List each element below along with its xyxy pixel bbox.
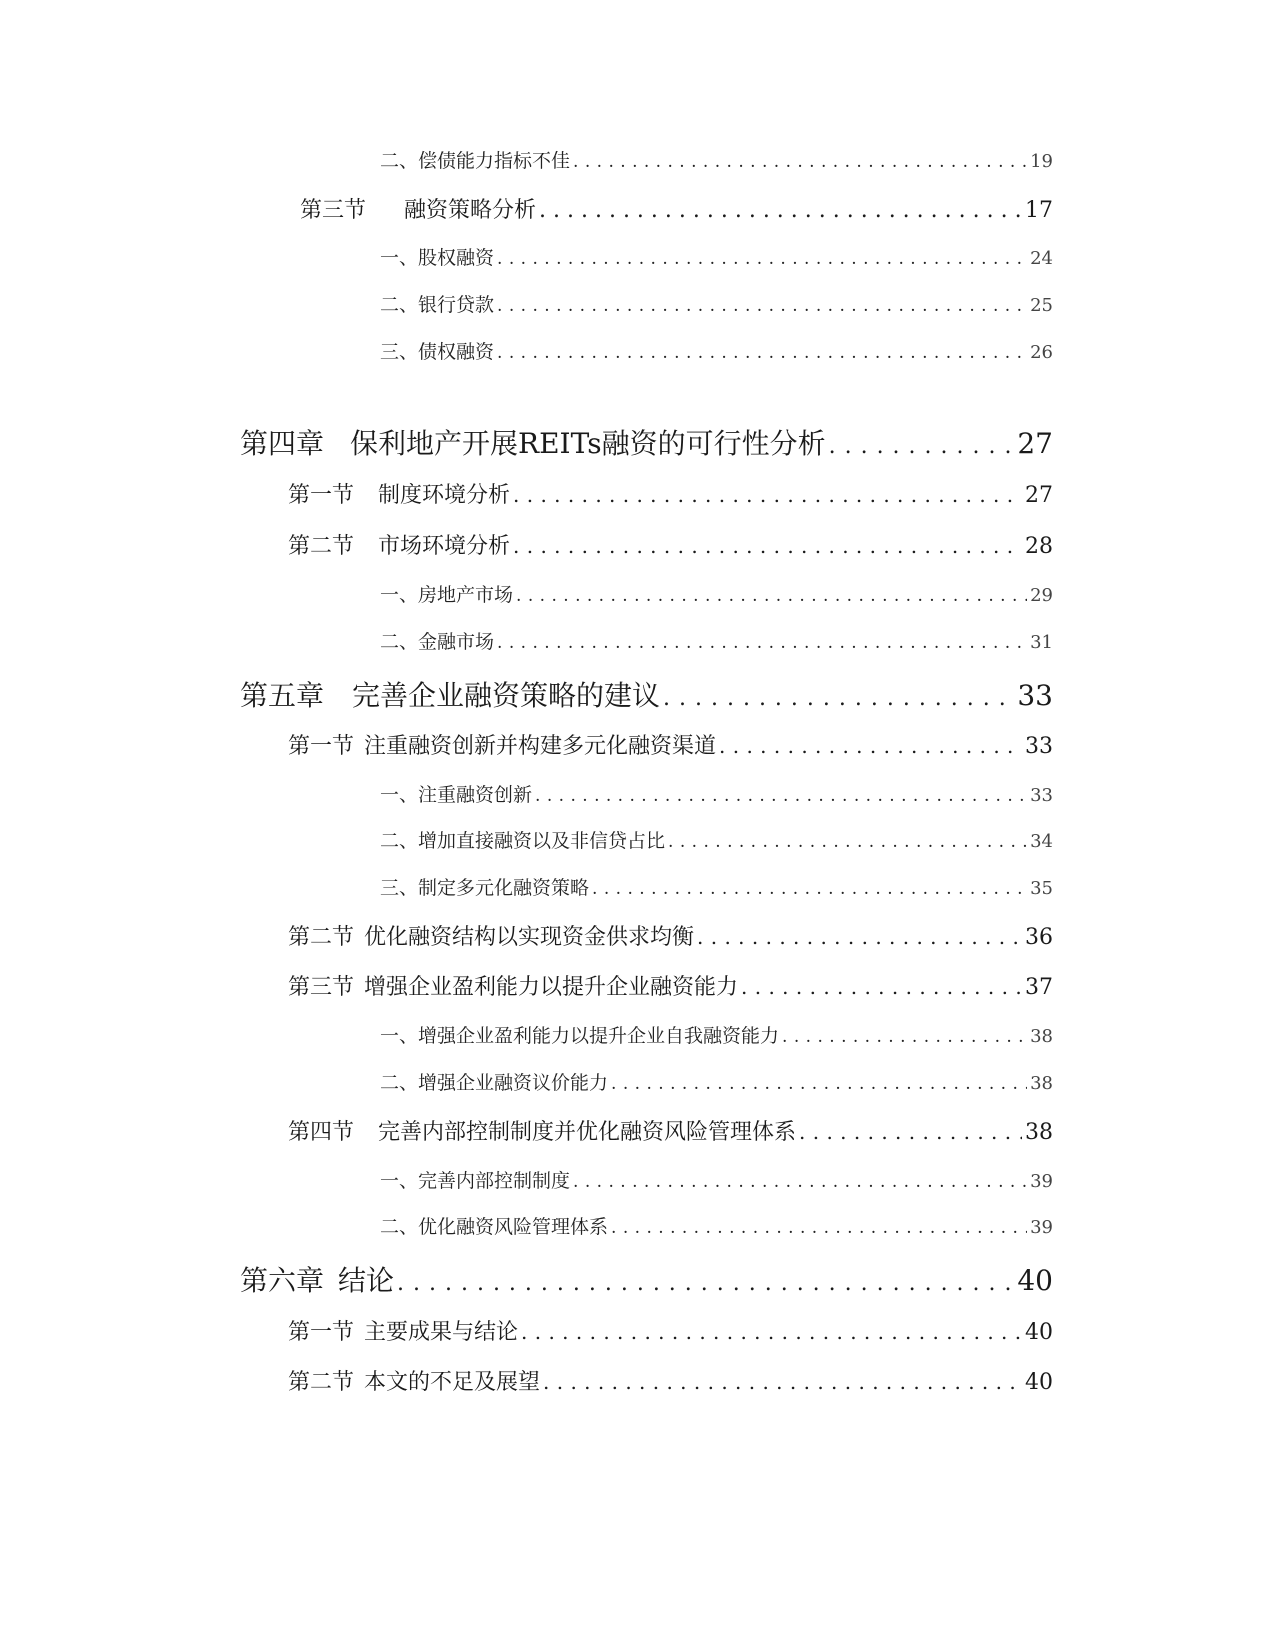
toc-entry[interactable] xyxy=(380,780,1053,807)
toc-page-number: 35 xyxy=(1030,878,1053,899)
toc-entry-title: 第一节 注重融资创新并构建多元化融资渠道 xyxy=(288,734,717,759)
toc-dot-leader xyxy=(535,786,1027,806)
toc-entry-title: 一、股权融资 xyxy=(380,247,495,269)
toc-entry[interactable] xyxy=(380,243,1053,270)
toc-page-number: 28 xyxy=(1025,534,1053,559)
toc-page-number: 36 xyxy=(1025,925,1053,950)
toc-dot-leader xyxy=(668,832,1027,852)
toc-entry[interactable] xyxy=(240,422,1053,462)
toc-page-number: 39 xyxy=(1030,1171,1053,1192)
toc-dot-leader xyxy=(521,1320,1022,1344)
toc-entry-title: 二、增加直接融资以及非信贷占比 xyxy=(380,830,666,852)
toc-entry[interactable] xyxy=(380,873,1053,900)
toc-page-number: 31 xyxy=(1030,632,1053,653)
toc-entry[interactable] xyxy=(380,580,1053,607)
toc-page-number: 38 xyxy=(1030,1026,1053,1047)
toc-entry[interactable] xyxy=(380,290,1053,317)
toc-dot-leader xyxy=(829,434,1015,459)
toc-entry[interactable] xyxy=(380,627,1053,654)
toc-entry[interactable] xyxy=(380,1068,1053,1095)
toc-page-number: 17 xyxy=(1025,198,1053,223)
toc-page-number: 19 xyxy=(1030,151,1053,172)
toc-entry-title: 二、金融市场 xyxy=(380,631,495,653)
toc-page-number: 24 xyxy=(1030,248,1053,269)
toc-dot-leader xyxy=(592,879,1027,899)
toc-entry-title: 第一节 制度环境分析 xyxy=(288,483,511,508)
toc-page-number: 38 xyxy=(1025,1120,1053,1145)
toc-entry[interactable] xyxy=(380,1212,1053,1239)
toc-page-number: 33 xyxy=(1025,734,1053,759)
toc-dot-leader xyxy=(719,734,1022,758)
toc-page-number: 40 xyxy=(1017,1264,1053,1297)
toc-page-number: 27 xyxy=(1017,427,1053,460)
toc-entry-title: 第二节 本文的不足及展望 xyxy=(288,1370,541,1395)
toc-entry[interactable] xyxy=(380,1021,1053,1048)
toc-dot-leader xyxy=(799,1120,1022,1144)
toc-dot-leader xyxy=(663,686,1014,711)
toc-entry-title: 第二节 市场环境分析 xyxy=(288,534,511,559)
toc-dot-leader xyxy=(573,1172,1027,1192)
toc-entry-title: 一、增强企业盈利能力以提升企业自我融资能力 xyxy=(380,1025,780,1047)
toc-dot-leader xyxy=(543,1370,1022,1394)
toc-entry[interactable] xyxy=(380,1166,1053,1193)
toc-page-number: 33 xyxy=(1030,785,1053,806)
toc-page-number: 40 xyxy=(1025,1370,1053,1395)
toc-entry-title: 一、完善内部控制制度 xyxy=(380,1170,571,1192)
toc-entry-title: 二、偿债能力指标不佳 xyxy=(380,150,571,172)
toc-entry[interactable] xyxy=(240,1259,1053,1299)
toc-dot-leader xyxy=(611,1218,1027,1238)
toc-dot-leader xyxy=(497,249,1027,269)
toc-dot-leader xyxy=(697,925,1022,949)
toc-dot-leader xyxy=(497,343,1027,363)
toc-entry[interactable] xyxy=(240,674,1053,714)
toc-dot-leader xyxy=(539,198,1022,223)
toc-page-number: 25 xyxy=(1030,295,1053,316)
toc-dot-leader xyxy=(516,586,1027,606)
toc-entry-title: 一、房地产市场 xyxy=(380,584,514,606)
toc-entry-title: 二、优化融资风险管理体系 xyxy=(380,1216,609,1238)
toc-entry[interactable] xyxy=(288,1365,1053,1396)
toc-dot-leader xyxy=(513,483,1022,507)
toc-entry-title: 二、增强企业融资议价能力 xyxy=(380,1072,609,1094)
toc-page-number: 33 xyxy=(1017,679,1053,712)
toc-entry-title: 第三节 融资策略分析 xyxy=(300,198,537,223)
toc-dot-leader xyxy=(397,1271,1014,1296)
toc-page-number: 37 xyxy=(1025,975,1053,1000)
toc-page-number: 26 xyxy=(1030,342,1053,363)
toc-page-number: 40 xyxy=(1025,1320,1053,1345)
toc-page-number: 29 xyxy=(1030,585,1053,606)
toc-dot-leader xyxy=(513,534,1022,558)
toc-entry[interactable] xyxy=(380,146,1053,173)
toc-dot-leader xyxy=(611,1074,1027,1094)
toc-dot-leader xyxy=(497,296,1027,316)
toc-dot-leader xyxy=(741,975,1022,999)
toc-page-number: 34 xyxy=(1030,831,1053,852)
toc-page-number: 27 xyxy=(1025,483,1053,508)
toc-entry[interactable] xyxy=(380,826,1053,853)
toc-entry-title: 第二节 优化融资结构以实现资金供求均衡 xyxy=(288,925,695,950)
toc-entry-title: 一、注重融资创新 xyxy=(380,784,533,806)
toc-entry[interactable] xyxy=(288,729,1053,760)
toc-entry[interactable] xyxy=(288,478,1053,509)
toc-entry[interactable] xyxy=(380,337,1053,364)
toc-entry[interactable] xyxy=(288,529,1053,560)
toc-entry-title: 二、银行贷款 xyxy=(380,294,495,316)
toc-dot-leader xyxy=(782,1027,1027,1047)
toc-entry-title: 第六章 结论 xyxy=(240,1264,395,1297)
toc-entry[interactable] xyxy=(288,920,1053,951)
toc-page-number: 38 xyxy=(1030,1073,1053,1094)
toc-dot-leader xyxy=(497,633,1027,653)
toc-entry-title: 第一节 主要成果与结论 xyxy=(288,1320,519,1345)
toc-entry[interactable] xyxy=(288,970,1053,1001)
toc-entry-title: 三、制定多元化融资策略 xyxy=(380,877,590,899)
toc-entry[interactable] xyxy=(288,1315,1053,1346)
toc-entry-title: 第四节 完善内部控制制度并优化融资风险管理体系 xyxy=(288,1120,797,1145)
toc-page-number: 39 xyxy=(1030,1217,1053,1238)
toc-entry-title: 第三节 增强企业盈利能力以提升企业融资能力 xyxy=(288,975,739,1000)
toc-entry-title: 第四章 保利地产开展REITs融资的可行性分析 xyxy=(240,427,826,460)
toc-entry-title: 三、债权融资 xyxy=(380,341,495,363)
toc-dot-leader xyxy=(573,152,1027,172)
toc-entry[interactable] xyxy=(300,193,1053,224)
toc-entry[interactable] xyxy=(288,1115,1053,1146)
toc-entry-title: 第五章 完善企业融资策略的建议 xyxy=(240,679,661,712)
